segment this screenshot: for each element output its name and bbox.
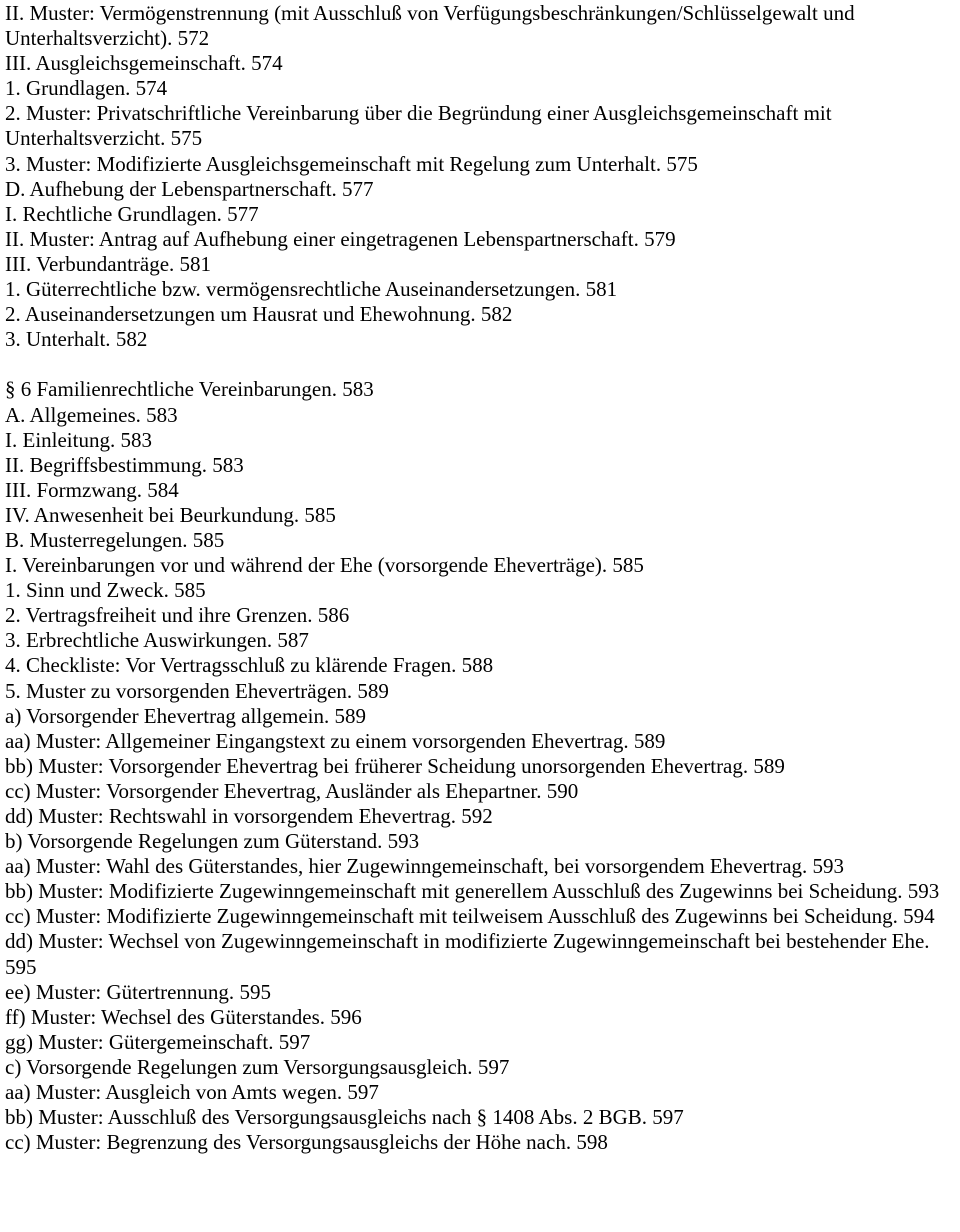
toc-entry bbox=[5, 51, 955, 76]
toc-entry bbox=[5, 1055, 955, 1080]
toc-entry bbox=[5, 1105, 955, 1130]
toc-entry bbox=[5, 754, 955, 779]
toc-entry-page-number: 589 bbox=[357, 678, 389, 703]
toc-entry-label: II. Muster: Antrag auf Aufhebung einer eingetragenen Lebenspartnerschaft. bbox=[5, 226, 639, 251]
toc-entry-label: 3. Muster: Modifizierte Ausgleichsgemeinschaft mit Regelung zum Unterhalt. bbox=[5, 151, 662, 176]
toc-entry bbox=[5, 76, 955, 101]
toc-entry-page-number: 598 bbox=[576, 1130, 608, 1155]
toc-entry-label: aa) Muster: Allgemeiner Eingangstext zu einem vorsorgenden Ehevertrag. bbox=[5, 728, 629, 753]
toc-entry bbox=[5, 729, 955, 754]
toc-entry bbox=[5, 202, 955, 227]
toc-entry-page-number: 585 bbox=[304, 502, 336, 527]
toc-entry-label: dd) Muster: Rechtswahl in vorsorgendem Ehevertrag. bbox=[5, 804, 456, 828]
toc-entry-label: III. Ausgleichsgemeinschaft. bbox=[5, 51, 246, 76]
toc-entry-page-number: 574 bbox=[251, 51, 283, 76]
toc-entry bbox=[5, 252, 955, 277]
toc-entry-label: bb) Muster: Ausschluß des Versorgungsausgleichs nach § 1408 Abs. 2 BGB. bbox=[5, 1105, 648, 1130]
toc-entry-page-number: 597 bbox=[652, 1105, 684, 1130]
toc-entry-page-number: 583 bbox=[120, 427, 152, 452]
toc-entry bbox=[5, 177, 955, 202]
toc-entry bbox=[5, 679, 955, 704]
toc-entry-label: I. Einleitung. bbox=[5, 427, 116, 452]
toc-entry bbox=[5, 1, 955, 51]
toc-entry-page-number: 575 bbox=[170, 126, 203, 151]
toc-entry-page-number: 593 bbox=[387, 829, 420, 854]
toc-entry-label: II. Muster: Vermögenstrennung (mit Ausschluß von Verfügungsbeschränkungen/Schlüsselgewalt und Unterhaltsverzicht). bbox=[5, 1, 855, 51]
toc-entry-label: 3. Erbrechtliche Auswirkungen. bbox=[5, 628, 273, 653]
toc-entry bbox=[5, 704, 955, 729]
toc-entry-label: D. Aufhebung der Lebenspartnerschaft. bbox=[5, 176, 337, 201]
toc-entry-page-number: 593 bbox=[812, 854, 845, 879]
toc-entry bbox=[5, 152, 955, 177]
toc-entry-label: aa) Muster: Wahl des Güterstandes, hier Zugewinngemeinschaft, bei vorsorgendem Ehevertrag. bbox=[5, 854, 808, 879]
toc-entry-page-number: 594 bbox=[903, 904, 935, 929]
toc-entry bbox=[5, 503, 955, 528]
toc-entry-label: dd) Muster: Wechsel von Zugewinngemeinschaft in modifizierte Zugewinngemeinschaft bei bestehender Ehe. bbox=[5, 929, 930, 954]
toc-entry bbox=[5, 478, 955, 503]
toc-entry-page-number: 583 bbox=[146, 402, 178, 427]
toc-entry-label: ff) Muster: Wechsel des Güterstandes. bbox=[5, 1004, 326, 1029]
toc-entry bbox=[5, 904, 955, 929]
toc-entry-page-number: 579 bbox=[644, 226, 676, 251]
toc-entry bbox=[5, 879, 955, 904]
toc-entry bbox=[5, 1005, 955, 1030]
toc-entry bbox=[5, 553, 955, 578]
toc-entry-label: II. Begriffsbestimmung. bbox=[5, 452, 208, 477]
toc-entry-page-number: 590 bbox=[546, 778, 579, 803]
toc-entry bbox=[5, 628, 955, 653]
toc-entry-label: cc) Muster: Modifizierte Zugewinngemeinschaft mit teilweisem Ausschluß des Zugewinns bei Scheidung. bbox=[5, 904, 898, 929]
toc-entry-page-number: 597 bbox=[477, 1054, 510, 1079]
toc-entry-label: a) Vorsorgender Ehevertrag allgemein. bbox=[5, 703, 330, 728]
toc-entry bbox=[5, 578, 955, 603]
toc-entry-label: 1. Güterrechtliche bzw. vermögensrechtliche Auseinandersetzungen. bbox=[5, 277, 581, 302]
toc-entry-label: c) Vorsorgende Regelungen zum Versorgungsausgleich. bbox=[5, 1054, 473, 1079]
toc-entry-page-number: 587 bbox=[277, 628, 309, 653]
toc-entry-page-number: 589 bbox=[633, 728, 666, 753]
toc-entry-label: 5. Muster zu vorsorgenden Eheverträgen. bbox=[5, 678, 353, 703]
toc-entry bbox=[5, 1080, 955, 1105]
toc-entry-page-number: 589 bbox=[753, 753, 785, 778]
toc-entry-label: IV. Anwesenheit bei Beurkundung. bbox=[5, 502, 300, 527]
toc-entry bbox=[5, 929, 955, 979]
toc-entry-page-number: 583 bbox=[212, 452, 244, 477]
toc-entry-label: B. Musterregelungen. bbox=[5, 527, 188, 552]
toc-entry-label: 3. Unterhalt. bbox=[5, 327, 111, 352]
toc-entry bbox=[5, 101, 955, 151]
toc-section-1 bbox=[5, 1, 955, 352]
toc-entry bbox=[5, 980, 955, 1005]
toc-entry-page-number: 575 bbox=[666, 151, 698, 176]
toc-entry-page-number: 585 bbox=[612, 553, 644, 578]
toc-entry-label: aa) Muster: Ausgleich von Amts wegen. bbox=[5, 1080, 343, 1105]
toc-entry-page-number: 586 bbox=[317, 603, 350, 628]
toc-entry bbox=[5, 403, 955, 428]
toc-entry-page-number: 585 bbox=[174, 578, 206, 603]
toc-entry-label: cc) Muster: Begrenzung des Versorgungsausgleichs der Höhe nach. bbox=[5, 1130, 572, 1155]
toc-entry-page-number: 593 bbox=[907, 879, 940, 904]
toc-entry-page-number: 582 bbox=[480, 302, 513, 327]
toc-entry-page-number: 592 bbox=[461, 804, 493, 828]
toc-entry-page-number: 583 bbox=[342, 377, 374, 402]
toc-entry bbox=[5, 302, 955, 327]
toc-entry-label: 1. Grundlagen. bbox=[5, 76, 131, 101]
toc-section-2 bbox=[5, 377, 955, 1155]
toc-entry-label: 2. Vertragsfreiheit und ihre Grenzen. bbox=[5, 603, 313, 628]
toc-entry-label: 2. Muster: Privatschriftliche Vereinbarung über die Begründung einer Ausgleichsgemeinschaft mit Unterhaltsverzicht. bbox=[5, 101, 832, 151]
toc-entry bbox=[5, 277, 955, 302]
toc-entry-label: ee) Muster: Gütertrennung. bbox=[5, 979, 235, 1004]
toc-entry-page-number: 582 bbox=[115, 327, 148, 352]
toc-entry bbox=[5, 804, 955, 829]
toc-entry-page-number: 595 bbox=[239, 979, 271, 1004]
toc-entry bbox=[5, 603, 955, 628]
toc-entry bbox=[5, 227, 955, 252]
toc-entry-label: bb) Muster: Modifizierte Zugewinngemeinschaft mit generellem Ausschluß des Zugewinns bei Scheidung. bbox=[5, 879, 903, 904]
toc-entry-page-number: 574 bbox=[135, 76, 168, 101]
toc-entry-label: 1. Sinn und Zweck. bbox=[5, 578, 169, 603]
toc-entry-page-number: 577 bbox=[342, 176, 374, 201]
toc-entry-label: bb) Muster: Vorsorgender Ehevertrag bei früherer Scheidung unorsorgenden Ehevertrag. bbox=[5, 753, 749, 778]
toc-entry bbox=[5, 653, 955, 678]
toc-entry-page-number: 577 bbox=[227, 201, 259, 226]
toc-entry-label: III. Formzwang. bbox=[5, 477, 143, 502]
toc-entry-page-number: 588 bbox=[461, 653, 494, 678]
toc-entry bbox=[5, 428, 955, 453]
toc-entry bbox=[5, 1030, 955, 1055]
toc-entry-label: b) Vorsorgende Regelungen zum Güterstand. bbox=[5, 829, 383, 854]
toc-entry-page-number: 572 bbox=[177, 26, 210, 51]
toc-entry-page-number: 589 bbox=[334, 703, 366, 728]
toc-entry-label: A. Allgemeines. bbox=[5, 402, 141, 427]
toc-entry-page-number: 596 bbox=[330, 1004, 362, 1029]
toc-entry bbox=[5, 528, 955, 553]
toc-entry-page-number: 597 bbox=[347, 1080, 379, 1105]
toc-entry-page-number: 597 bbox=[278, 1029, 311, 1054]
toc-entry-label: 2. Auseinandersetzungen um Hausrat und Ehewohnung. bbox=[5, 302, 476, 327]
toc-entry bbox=[5, 1130, 955, 1155]
toc-entry-label: III. Verbundanträge. bbox=[5, 251, 175, 276]
toc-entry bbox=[5, 779, 955, 804]
toc-entry-label: I. Vereinbarungen vor und während der Ehe (vorsorgende Eheverträge). bbox=[5, 553, 608, 578]
toc-entry-page-number: 595 bbox=[5, 954, 37, 979]
toc-entry bbox=[5, 377, 955, 402]
toc-page bbox=[5, 1, 955, 1155]
toc-entry bbox=[5, 854, 955, 879]
toc-entry-page-number: 581 bbox=[179, 251, 212, 276]
toc-entry-label: I. Rechtliche Grundlagen. bbox=[5, 201, 222, 226]
toc-entry bbox=[5, 453, 955, 478]
toc-entry bbox=[5, 829, 955, 854]
toc-entry-page-number: 585 bbox=[192, 527, 225, 552]
toc-entry-label: gg) Muster: Gütergemeinschaft. bbox=[5, 1029, 274, 1054]
toc-entry-page-number: 584 bbox=[147, 477, 179, 502]
toc-entry-label: 4. Checkliste: Vor Vertragsschluß zu klärende Fragen. bbox=[5, 653, 457, 678]
toc-entry-page-number: 581 bbox=[585, 277, 618, 302]
toc-entry-label: cc) Muster: Vorsorgender Ehevertrag, Ausländer als Ehepartner. bbox=[5, 778, 542, 803]
toc-entry bbox=[5, 327, 955, 352]
toc-entry-label: § 6 Familienrechtliche Vereinbarungen. bbox=[5, 377, 338, 402]
